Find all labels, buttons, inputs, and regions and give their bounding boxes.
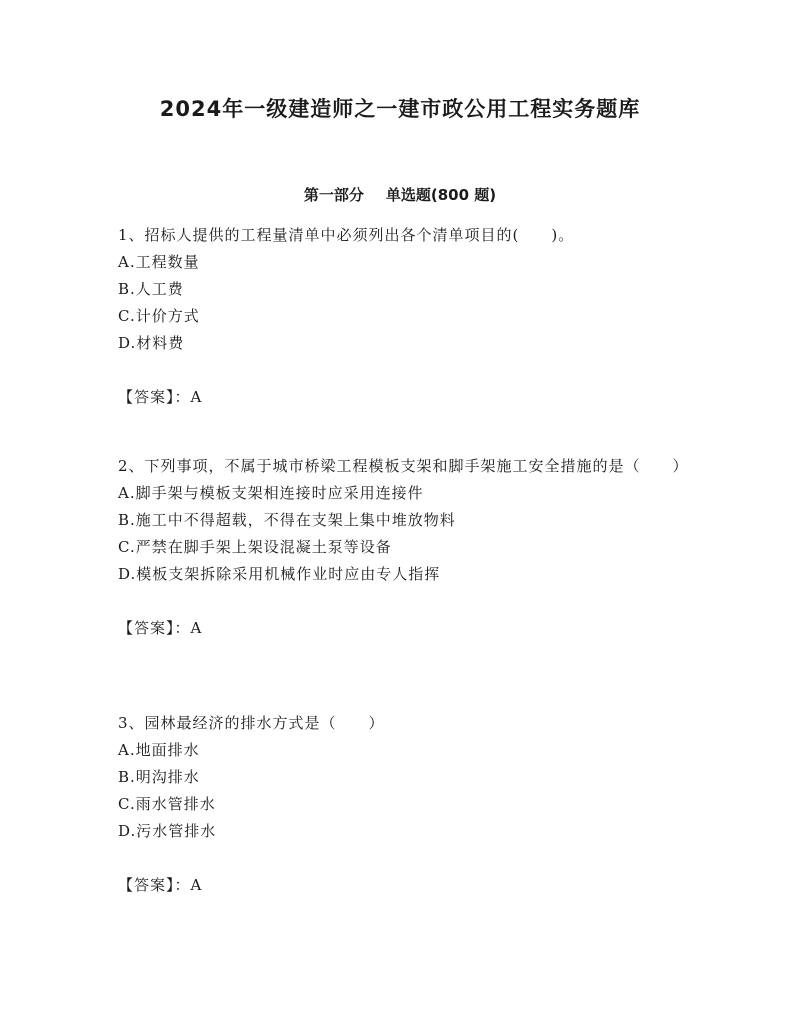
question-stem: 2、下列事项，不属于城市桥梁工程模板支架和脚手架施工安全措施的是（ ）	[118, 457, 689, 475]
answer-label: 【答案】：	[118, 876, 191, 894]
option-d: D.污水管排水	[118, 822, 217, 840]
answer-line	[118, 615, 688, 642]
option-a: A.工程数量	[118, 253, 200, 271]
option-d: D.材料费	[118, 334, 185, 352]
option-b: B.施工中不得超载，不得在支架上集中堆放物料	[118, 511, 456, 529]
answer-value: A	[190, 388, 203, 406]
option-b: B.人工费	[118, 280, 184, 298]
answer-value: A	[190, 876, 203, 894]
answer-label: 【答案】：	[118, 619, 191, 637]
option-c: C.雨水管排水	[118, 795, 216, 813]
answer-line	[118, 872, 688, 899]
answer-line	[118, 384, 688, 411]
option-c: C.计价方式	[118, 307, 200, 325]
option-d: D.模板支架拆除采用机械作业时应由专人指挥	[118, 565, 441, 583]
question-3	[118, 710, 688, 899]
page-title: 2024年一级建造师之一建市政公用工程实务题库	[159, 97, 641, 121]
question-stem: 1、招标人提供的工程量清单中必须列出各个清单项目的( )。	[118, 226, 575, 244]
question-stem: 3、园林最经济的排水方式是（ ）	[118, 714, 385, 732]
option-a: A.地面排水	[118, 741, 200, 759]
option-b: B.明沟排水	[118, 768, 200, 786]
section-name: 单选题(800 题)	[385, 186, 497, 204]
option-a: A.脚手架与模板支架相连接时应采用连接件	[118, 484, 424, 502]
question-1	[118, 222, 688, 411]
answer-value: A	[190, 619, 203, 637]
section-part: 第一部分	[303, 186, 364, 204]
answer-label: 【答案】：	[118, 388, 191, 406]
option-c: C.严禁在脚手架上架设混凝土泵等设备	[118, 538, 392, 556]
section-heading	[0, 184, 800, 206]
question-2	[118, 453, 688, 642]
